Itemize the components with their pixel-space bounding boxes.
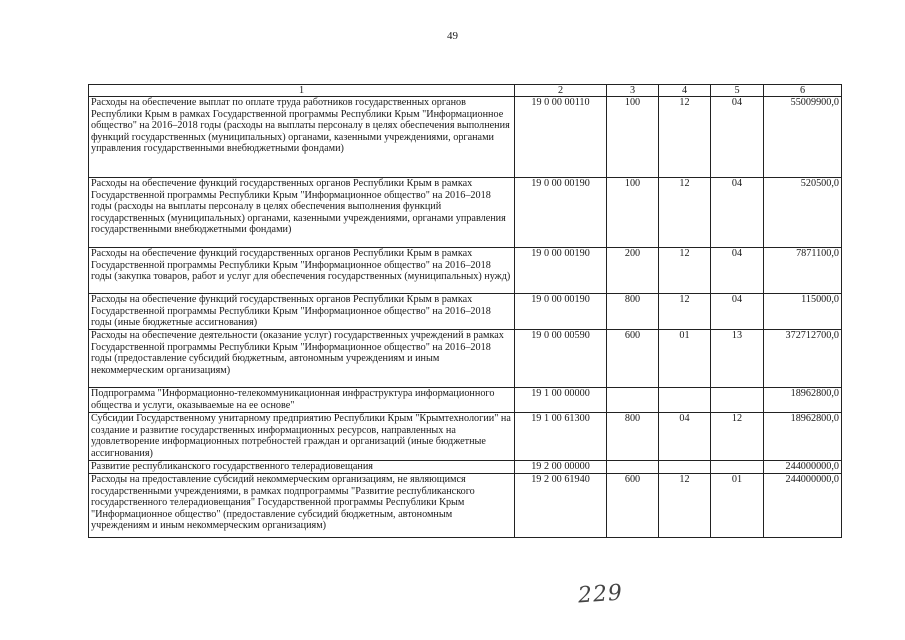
csr-cell: 19 0 00 00190 — [515, 248, 607, 294]
rz-cell — [659, 461, 711, 474]
vr-cell: 600 — [607, 330, 659, 388]
header-col-5: 5 — [711, 85, 764, 97]
header-col-6: 6 — [764, 85, 842, 97]
vr-cell: 600 — [607, 474, 659, 538]
row-name-cell: Расходы на обеспечение функций государственных органов Республики Крым в рамках Государственной программы Республики Крым "Информационное общество" на 2016–2018 годы (закупка товаров, работ и услуг для обеспечения государственных (муниципальных) нужд) — [89, 248, 515, 294]
pr-cell — [711, 461, 764, 474]
table-row — [89, 330, 842, 388]
vr-cell: 100 — [607, 178, 659, 248]
vr-cell: 100 — [607, 97, 659, 178]
rz-cell — [659, 388, 711, 413]
sum-cell: 244000000,0 — [764, 461, 842, 474]
sum-cell: 18962800,0 — [764, 388, 842, 413]
pr-cell: 04 — [711, 248, 764, 294]
pr-cell: 12 — [711, 413, 764, 461]
table-header-row — [89, 85, 842, 97]
header-col-4: 4 — [659, 85, 711, 97]
csr-cell: 19 0 00 00110 — [515, 97, 607, 178]
csr-cell: 19 1 00 61300 — [515, 413, 607, 461]
rz-cell: 12 — [659, 248, 711, 294]
table-row — [89, 413, 842, 461]
table-row — [89, 461, 842, 474]
row-name-cell: Подпрограмма "Информационно-телекоммуникационная инфраструктура информационного общества и услуги, оказываемые на ее основе" — [89, 388, 515, 413]
row-name-cell: Развитие республиканского государственного телерадиовещания — [89, 461, 515, 474]
row-name-cell: Расходы на обеспечение функций государственных органов Республики Крым в рамках Государственной программы Республики Крым "Информационное общество" на 2016–2018 годы (расходы на выплаты персоналу в целях обеспечения выполнения функций государственных (муниципальных) органами, казенными учреждениями, органами управления государственными внебюджетными фондами) — [89, 178, 515, 248]
table-row — [89, 388, 842, 413]
table-row — [89, 97, 842, 178]
pr-cell: 04 — [711, 294, 764, 330]
rz-cell: 04 — [659, 413, 711, 461]
row-name-cell: Расходы на обеспечение функций государственных органов Республики Крым в рамках Государственной программы Республики Крым "Информационное общество" на 2016–2018 годы (иные бюджетные ассигнования) — [89, 294, 515, 330]
table-row — [89, 294, 842, 330]
csr-cell: 19 0 00 00190 — [515, 178, 607, 248]
vr-cell — [607, 461, 659, 474]
table-row — [89, 474, 842, 538]
sum-cell: 372712700,0 — [764, 330, 842, 388]
csr-cell: 19 0 00 00190 — [515, 294, 607, 330]
pr-cell: 13 — [711, 330, 764, 388]
header-col-3: 3 — [607, 85, 659, 97]
csr-cell: 19 0 00 00590 — [515, 330, 607, 388]
rz-cell: 12 — [659, 474, 711, 538]
vr-cell — [607, 388, 659, 413]
pr-cell — [711, 388, 764, 413]
vr-cell: 800 — [607, 294, 659, 330]
vr-cell: 800 — [607, 413, 659, 461]
rz-cell: 12 — [659, 294, 711, 330]
header-col-2: 2 — [515, 85, 607, 97]
vr-cell: 200 — [607, 248, 659, 294]
pr-cell: 04 — [711, 97, 764, 178]
csr-cell: 19 2 00 00000 — [515, 461, 607, 474]
sum-cell: 115000,0 — [764, 294, 842, 330]
sum-cell: 55009900,0 — [764, 97, 842, 178]
row-name-cell: Расходы на обеспечение деятельности (оказание услуг) государственных учреждений в рамках Государственной программы Республики Крым "Информационное общество" на 2016–2018 годы (предоставление субсидий бюджетным, автономным учреждениям и иным некоммерческим организациям) — [89, 330, 515, 388]
handwritten-page-number: 229 — [577, 580, 624, 609]
rz-cell: 12 — [659, 97, 711, 178]
sum-cell: 520500,0 — [764, 178, 842, 248]
rz-cell: 12 — [659, 178, 711, 248]
row-name-cell: Расходы на обеспечение выплат по оплате труда работников государственных органов Республики Крым в рамках Государственной программы Республики Крым "Информационное общество" на 2016–2018 годы (расходы на выплаты персоналу в целях обеспечения выполнения функций государственных (муниципальных) органами, казенными учреждениями, органами управления государственными внебюджетными фондами) — [89, 97, 515, 178]
row-name-cell: Субсидии Государственному унитарному предприятию Республики Крым "Крымтехнологии" на создание и развитие государственных информационных ресурсов, направленных на удовлетворение информационных потребностей граждан и организаций (иные бюджетные ассигнования) — [89, 413, 515, 461]
row-name-cell: Расходы на предоставление субсидий некоммерческим организациям, не являющимся государственными учреждениями, в рамках подпрограммы "Развитие республиканского государственного телерадиовещания" Государственной программы Республики Крым "Информационное общество" (предоставление субсидий бюджетным, автономным учреждениям и иным некоммерческим организациям) — [89, 474, 515, 538]
pr-cell: 04 — [711, 178, 764, 248]
header-col-1: 1 — [89, 85, 515, 97]
csr-cell: 19 2 00 61940 — [515, 474, 607, 538]
page-number: 49 — [447, 30, 458, 42]
sum-cell: 7871100,0 — [764, 248, 842, 294]
budget-table — [88, 84, 842, 538]
sum-cell: 18962800,0 — [764, 413, 842, 461]
rz-cell: 01 — [659, 330, 711, 388]
sum-cell: 244000000,0 — [764, 474, 842, 538]
table-row — [89, 248, 842, 294]
csr-cell: 19 1 00 00000 — [515, 388, 607, 413]
pr-cell: 01 — [711, 474, 764, 538]
table-row — [89, 178, 842, 248]
